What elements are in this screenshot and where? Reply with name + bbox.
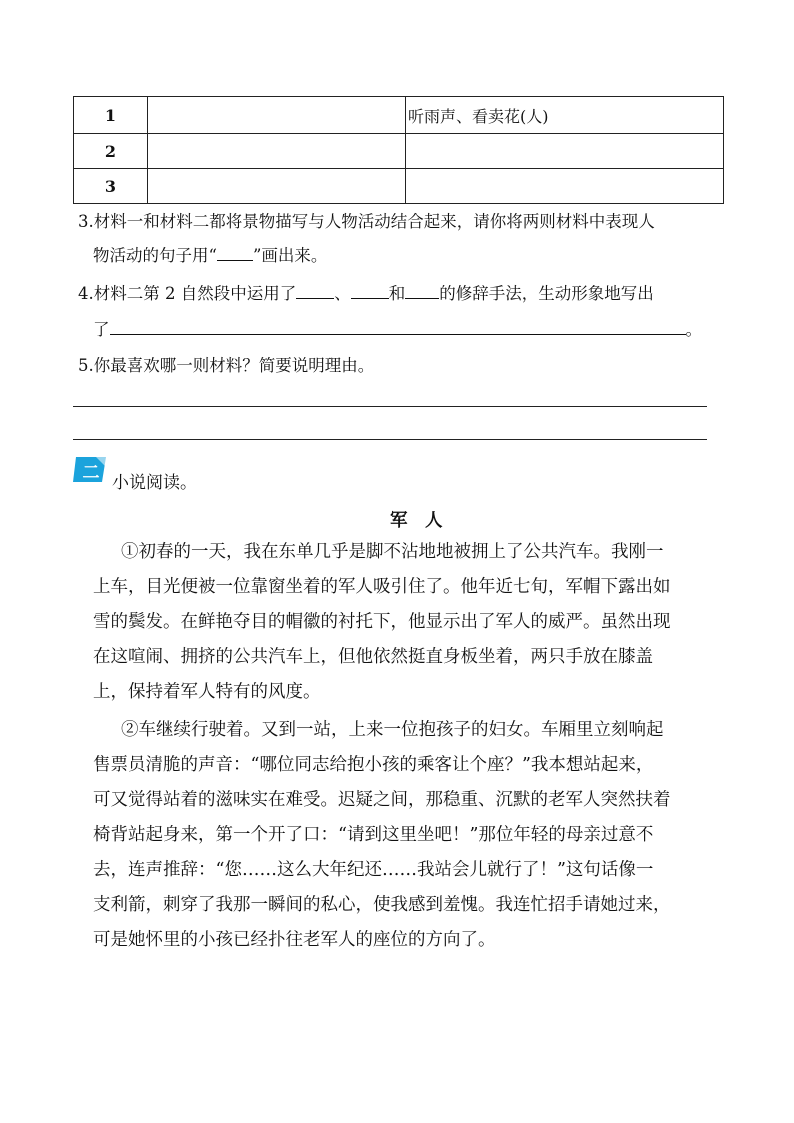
question-4-text-end: 的修辞手法，生动形象地写出 [439,284,654,303]
story-paragraph-1 [93,535,723,710]
question-3-text: 物活动的句子用“ [93,246,217,265]
text-line: 售票员清脆的声音：“哪位同志给抱小孩的乘客让个座？”我本想站起来， [93,755,654,775]
row-number: 2 [74,134,148,169]
question-4-text: 了 [93,320,110,339]
story-title: 军 人 [390,511,443,531]
text-line: 在这喧闹、拥挤的公共汽车上，但他依然挺直身板坐着，两只手放在膝盖 [93,647,653,667]
answer-table [73,96,724,204]
question-3-text-end: ”画出来。 [252,246,328,265]
text-line: 支利箭，刺穿了我那一瞬间的私心，使我感到羞愧。我连忙招手请她过来， [93,895,671,915]
section-heading: 小说阅读。 [112,473,197,493]
table-cell-blank[interactable] [148,169,406,204]
question-4-line1 [78,284,654,304]
table-cell-blank[interactable] [406,169,724,204]
table-cell: 听雨声、看卖花(人) [406,97,724,134]
text-line: 上，保持着军人特有的风度。 [93,682,321,702]
answer-blank[interactable] [351,284,389,299]
table-row [74,169,724,204]
answer-blank[interactable] [296,284,334,299]
text-line: 可是她怀里的小孩已经扑往老军人的座位的方向了。 [93,930,496,950]
answer-blank[interactable] [405,284,439,299]
text-line: 可又觉得站着的滋味实在难受。迟疑之间，那稳重、沉默的老军人突然扶着 [93,790,671,810]
text-line: 雪的鬓发。在鲜艳夺目的帽徽的衬托下，他显示出了军人的威严。虽然出现 [93,612,671,632]
row-number: 3 [74,169,148,204]
question-3-line1: 3.材料一和材料二都将景物描写与人物活动结合起来，请你将两则材料中表现人 [78,212,655,231]
text-line: ②车继续行驶着。又到一站，上来一位抱孩子的妇女。车厢里立刻响起 [121,720,664,740]
table-cell-blank[interactable] [148,97,406,134]
question-3-line2 [93,246,327,266]
table-row [74,97,724,134]
answer-blank[interactable] [217,246,253,261]
question-4-line2 [93,320,702,340]
text-line: 上车，目光便被一位靠窗坐着的军人吸引住了。他年近七旬，军帽下露出如 [93,577,671,597]
table-cell-blank[interactable] [406,134,724,169]
answer-line[interactable] [73,439,707,440]
question-4-text: 4.材料二第 2 自然段中运用了 [78,284,297,303]
question-5: 5.你最喜欢哪一则材料？简要说明理由。 [78,356,375,375]
text-line: 椅背站起身来，第一个开了口：“请到这里坐吧！”那位年轻的母亲过意不 [93,825,654,845]
table-cell-blank[interactable] [148,134,406,169]
section-number: 二 [82,463,100,483]
story-paragraph-2 [93,713,723,958]
question-4-text-end: 。 [685,320,702,339]
text-line: ①初春的一天，我在东单几乎是脚不沾地地被拥上了公共汽车。我刚一 [121,542,664,562]
separator: 和 [388,284,406,303]
separator: 、 [334,284,351,303]
table-row [74,134,724,169]
answer-line[interactable] [110,320,686,335]
row-number: 1 [74,97,148,134]
answer-line[interactable] [73,406,707,407]
text-line: 去，连声推辞：“您……这么大年纪还……我站会儿就行了！”这句话像一 [93,860,654,880]
